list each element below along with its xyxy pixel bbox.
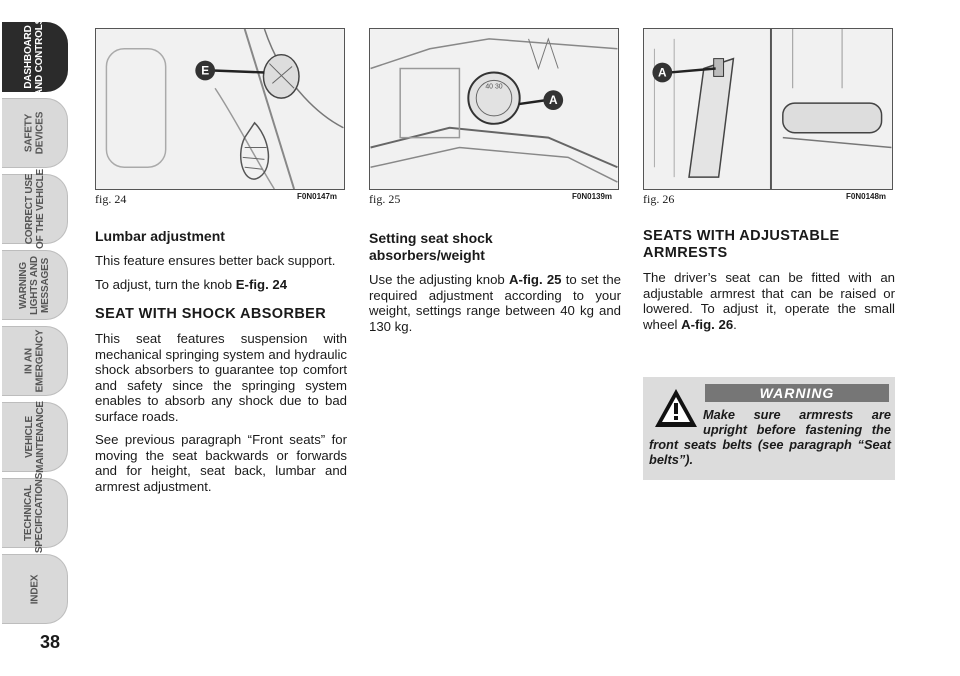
shock-weight-paragraph [369,272,621,334]
section-tab-label-line: IN AN [23,348,35,374]
warning-label: WARNING [705,384,889,402]
lumbar-knob-illustration [96,29,344,189]
armrests-heading [643,228,895,262]
figure-26-caption: fig. 26 [643,192,675,206]
section-tab-3[interactable] [2,169,68,249]
section-tab-label-line: MESSAGES [40,257,51,313]
section-tab-8[interactable] [2,554,68,624]
shock-weight-heading-line-2: absorbers/weight [369,247,485,263]
armrests-paragraph [643,270,895,332]
armrest-illustration [644,29,892,189]
section-tab-2[interactable] [2,98,68,168]
column-shock-weight [369,230,621,342]
figure-26-code: F0N0148m [846,192,887,201]
shock-weight-text-2: to set the required adjustment according to your weight, settings range between 40 kg and 130 kg. [369,272,621,334]
section-tab-label [24,169,46,249]
armrests-text-2: . [733,316,737,332]
armrests-heading-line-2: ARMRESTS [643,245,728,261]
section-tab-label [24,18,46,96]
shock-weight-heading [369,230,621,264]
warning-text: Make sure armrests are upright before fastening the front seats belts (see paragraph “Seat belts”). [649,407,891,467]
section-tab-label [24,401,46,473]
warning-box [643,377,895,480]
column-lumbar-shock [95,228,347,502]
section-tab-7[interactable] [2,472,68,554]
svg-text:40 30: 40 30 [485,83,503,91]
figure-24 [95,28,345,190]
shock-paragraph-2: See previous paragraph “Front seats” for moving the seat backwards or forwards and for height, seat back, lumbar and armrest adjustment. [95,432,347,494]
shock-paragraph-1: This seat features suspension with mechanical springing system and hydraulic shock absorbers to guarantee top comfort and safety since the springing system enables to absorb any shock due to bad surface roads. [95,331,347,424]
figure-25 [369,28,619,190]
section-tab-label-line: MAINTENANCE [34,401,46,473]
lumbar-paragraph-2 [95,277,347,293]
section-tab-label [24,330,46,393]
column-armrests [643,228,895,340]
lumbar-paragraph-2-text: To adjust, turn the knob [95,276,236,292]
lumbar-paragraph-1: This feature ensures better back support. [95,253,336,268]
svg-text:E: E [201,63,210,78]
section-tab-label-line: TECHNICAL [23,485,35,541]
armrests-heading-line-1: SEATS WITH ADJUSTABLE [643,228,840,244]
section-tab-label-line: DASHBOARD [23,25,35,89]
shock-weight-heading-line-1: Setting seat shock [369,230,493,246]
section-tab-label-line: VEHICLE [23,416,35,458]
armrests-text-1: The driver’s seat can be fitted with an adjustable armrest that can be raised or lowered. To adjust it, operate the small wheel [643,270,895,332]
section-tab-1[interactable] [2,17,68,97]
section-tab-label [23,112,45,155]
section-tab-label-line: SPECIFICATIONS [34,472,46,554]
figure-25-caption: fig. 25 [369,192,401,206]
section-tab-label-line: SAFETY [23,113,35,153]
warning-text-block [649,407,891,467]
section-tab-label-line: LIGHTS AND [29,255,40,315]
lumbar-figure-reference: E-fig. 24 [235,276,288,292]
section-tab-6[interactable] [2,402,68,472]
section-tab-label-line: WARNING [18,261,29,309]
shock-heading: SEAT WITH SHOCK ABSORBER [95,306,327,322]
section-tab-label-line: EMERGENCY [34,329,46,393]
shock-weight-figure-reference: A-fig. 25 [508,272,562,287]
section-tab-label-line: OF THE VEHICLE [34,169,46,249]
section-tab-label-line: DEVICES [34,111,46,155]
page-number: 38 [40,632,61,652]
shock-absorber-knob-illustration [370,29,618,189]
figure-26 [643,28,893,190]
shock-weight-text-1: Use the adjusting knob [369,272,509,287]
section-tab-4[interactable] [2,250,68,320]
figure-24-code: F0N0147m [297,192,338,201]
section-tab-label-line: CORRECT USE [23,173,35,245]
svg-text:A: A [548,93,558,108]
section-tab-label-line: INDEX [29,574,40,604]
section-tab-label [24,473,46,553]
section-tab-5[interactable] [2,326,68,396]
armrests-figure-reference: A-fig. 26 [681,316,734,332]
figure-25-code: F0N0139m [572,192,613,201]
lumbar-heading: Lumbar adjustment [95,228,225,244]
section-tab-label [18,256,51,315]
section-tab-label-line: AND CONTROLS [34,17,46,97]
svg-text:A: A [658,65,667,80]
section-tab-label [29,574,40,604]
figure-24-caption: fig. 24 [95,192,127,206]
